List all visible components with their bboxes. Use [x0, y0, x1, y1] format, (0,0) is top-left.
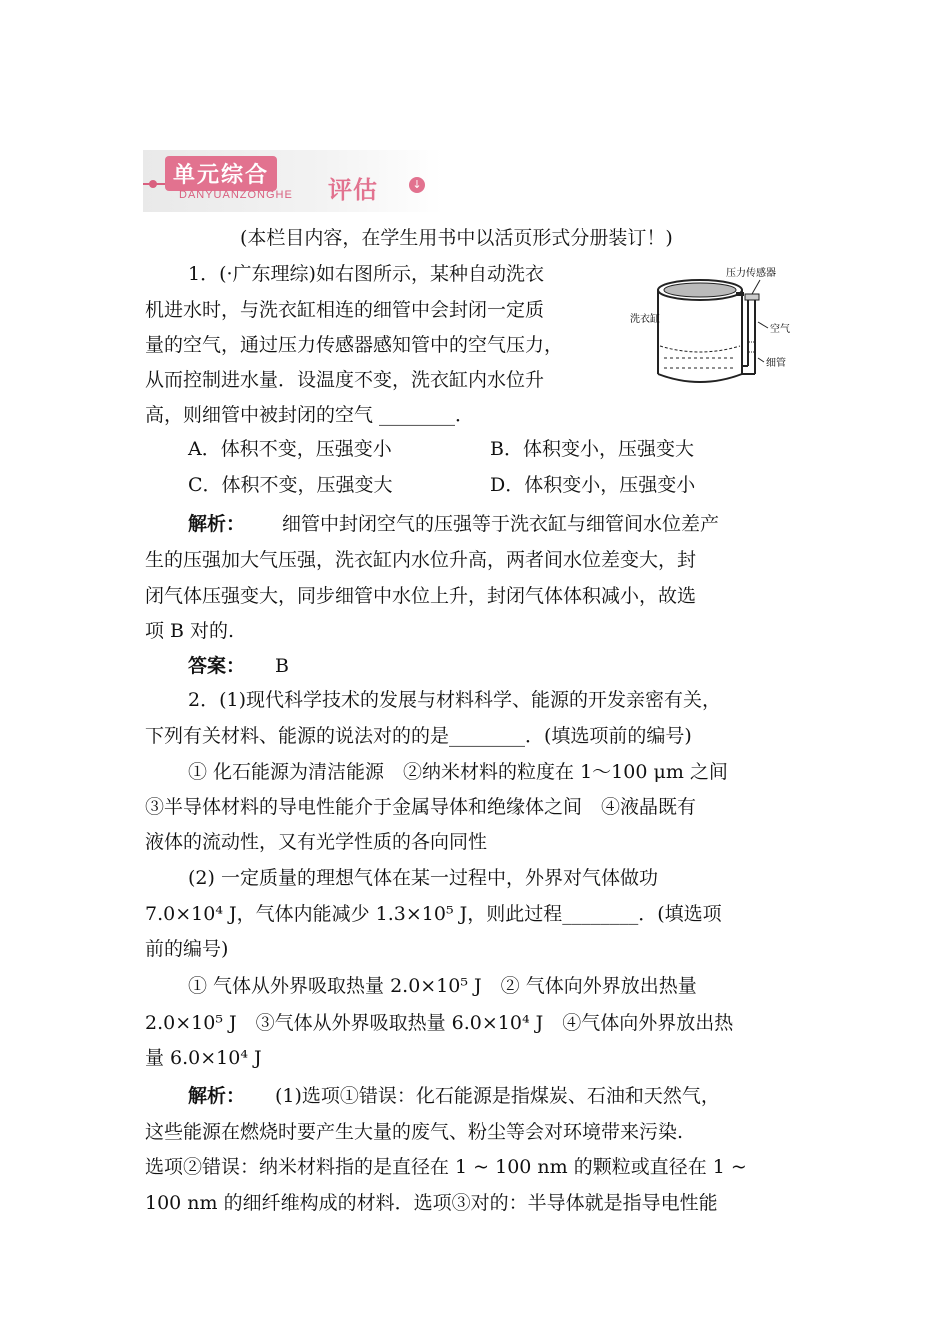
- q1-line-4: 从而控制进水量．设温度不变，洗衣缸内水位升: [145, 369, 545, 391]
- option-d: D．体积变小，压强变小: [490, 474, 696, 496]
- washing-machine-diagram: [630, 262, 810, 392]
- section-banner: [143, 150, 443, 212]
- label-tube: 细管: [766, 358, 786, 369]
- q1-line-2: 机进水时，与洗衣缸相连的细管中会封闭一定质: [145, 299, 545, 321]
- q2-line-2: 下列有关材料、能源的说法对的的是________．(填选项前的编号): [145, 725, 692, 747]
- answer-value: B: [275, 655, 289, 677]
- banner-arrow-icon: ↓: [409, 177, 425, 193]
- q2-line-8: 前的编号): [145, 938, 229, 960]
- label-sensor: 压力传感器: [726, 268, 776, 279]
- banner-subtitle: DANYUANZONGHE: [179, 189, 293, 201]
- analysis1-line-2: 生的压强加大气压强，洗衣缸内水位升高，两者间水位差变大，封: [145, 549, 697, 571]
- q2-line-5: 液体的流动性，又有光学性质的各向同性: [145, 831, 488, 853]
- banner-title: 单元综合: [165, 156, 277, 191]
- analysis2-line-4: 100 nm 的细纤维构成的材料．选项③对的：半导体就是指导电性能: [145, 1192, 718, 1214]
- analysis2-line-2: 这些能源在燃烧时要产生大量的废气、粉尘等会对环境带来污染.: [145, 1121, 684, 1143]
- q1-line-1: 1．(·广东理综)如右图所示，某种自动洗衣: [188, 263, 544, 285]
- q2-line-11: 量 6.0×10⁴ J: [145, 1047, 262, 1069]
- option-a: A．体积不变，压强变小: [188, 438, 392, 460]
- q2-line-10: 2.0×10⁵ J ③气体从外界吸取热量 6.0×10⁴ J ④气体向外界放出热: [145, 1012, 734, 1034]
- answer-label: 答案：: [188, 655, 246, 677]
- analysis1-line-3: 闭气体压强变大，同步细管中水位上升，封闭气体体积减小，故选: [145, 585, 697, 607]
- q2-line-9: ① 气体从外界吸取热量 2.0×10⁵ J ② 气体向外界放出热量: [188, 975, 697, 997]
- washing-machine-figure: [630, 262, 810, 392]
- q2-line-4: ③半导体材料的导电性能介于金属导体和绝缘体之间 ④液晶既有: [145, 796, 697, 818]
- q1-line-5: 高，则细管中被封闭的空气 ________．: [145, 404, 475, 426]
- analysis2-label: 解析：: [188, 1085, 246, 1107]
- analysis1-label: 解析：: [188, 513, 246, 535]
- analysis1-line-4: 项 B 对的.: [145, 620, 235, 642]
- analysis2-line-3: 选项②错误：纳米材料指的是直径在 1 ~ 100 nm 的颗粒或直径在 1 ~: [145, 1156, 747, 1178]
- label-tub: 洗衣缸: [630, 314, 660, 325]
- analysis2-line-1: (1)选项①错误：化石能源是指煤炭、石油和天然气，: [275, 1085, 720, 1107]
- q2-line-6: (2) 一定质量的理想气体在某一过程中，外界对气体做功: [188, 867, 658, 889]
- banner-eval: 评估: [328, 176, 378, 204]
- label-air: 空气: [770, 324, 790, 335]
- q2-line-1: 2．(1)现代科学技术的发展与材料科学、能源的开发亲密有关，: [188, 689, 722, 711]
- note: (本栏目内容，在学生用书中以活页形式分册装订！): [240, 227, 673, 249]
- option-b: B．体积变小，压强变大: [490, 438, 694, 460]
- banner-dot: [149, 180, 157, 188]
- option-c: C．体积不变，压强变大: [188, 474, 393, 496]
- analysis1-line-1: 细管中封闭空气的压强等于洗衣缸与细管间水位差产: [282, 513, 720, 535]
- q2-line-7: 7.0×10⁴ J，气体内能减少 1.3×10⁵ J，则此过程________．(填选项: [145, 903, 722, 925]
- q1-line-3: 量的空气，通过压力传感器感知管中的空气压力，: [145, 334, 564, 356]
- q2-line-3: ① 化石能源为清洁能源 ②纳米材料的粒度在 1～100 μm 之间: [188, 761, 728, 783]
